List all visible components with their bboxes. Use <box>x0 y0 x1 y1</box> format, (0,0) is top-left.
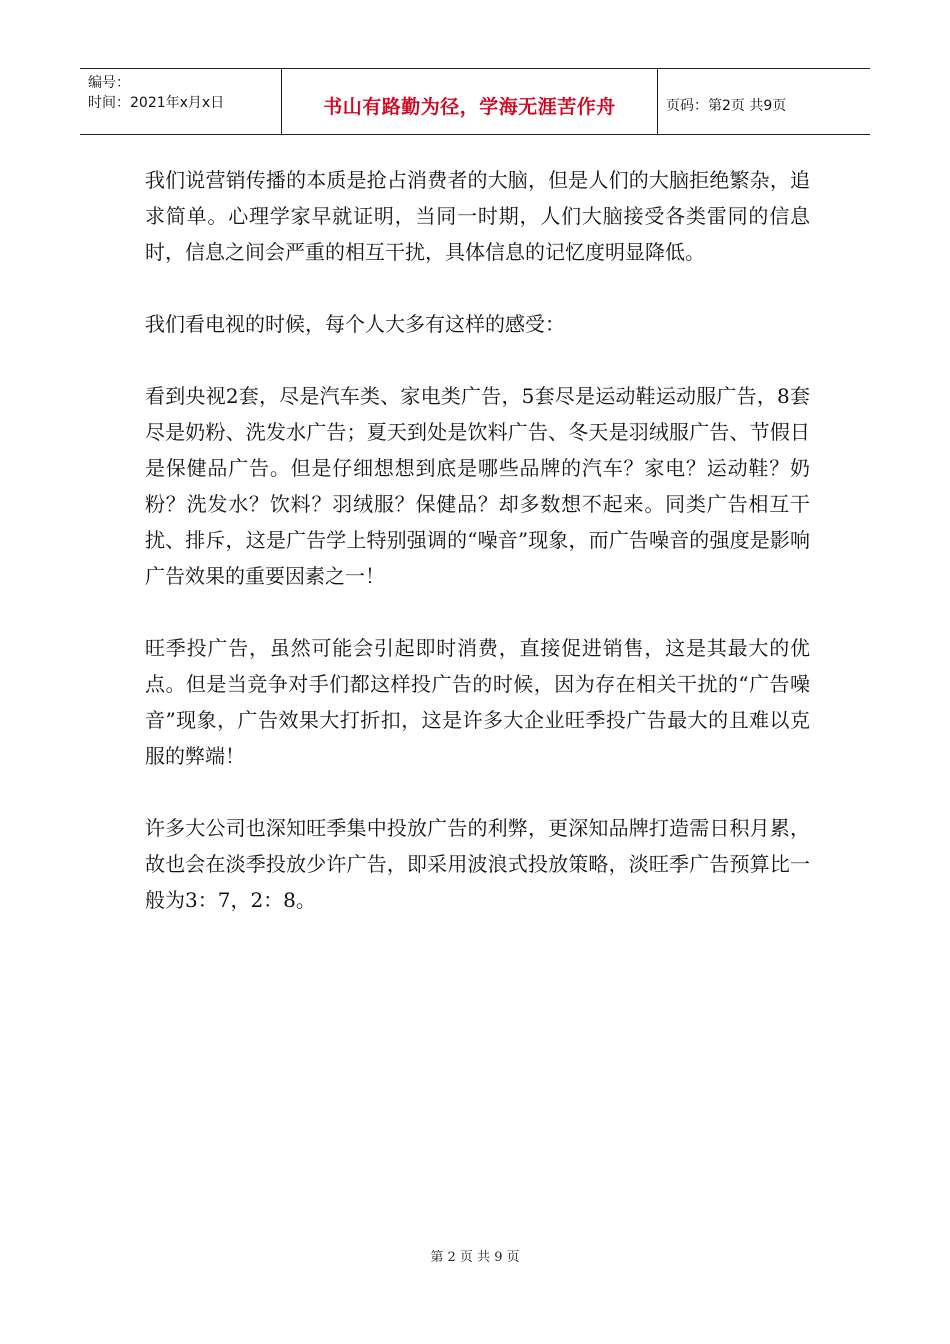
header-motto-cell <box>282 69 658 134</box>
document-body <box>145 162 810 954</box>
time-label: 时间：2021年x月x日 <box>88 95 225 111</box>
paragraph: 我们看电视的时候，每个人大多有这样的感受： <box>145 312 565 336</box>
doc-number-label: 编号： <box>88 75 130 91</box>
paragraph: 许多大公司也深知旺季集中投放广告的利弊，更深知品牌打造需日积月累，故也会在淡季投放少许广告，即采用波浪式投放策略，淡旺季广告预算比一般为3：7，2：8。 <box>145 816 810 912</box>
header-motto: 书山有路勤为径，学海无涯苦作舟 <box>323 96 616 118</box>
header-meta-cell <box>80 69 282 134</box>
page-footer: 第 2 页 共 9 页 <box>430 1250 520 1265</box>
paragraph: 旺季投广告，虽然可能会引起即时消费，直接促进销售，这是其最大的优点。但是当竞争对手们都这样投广告的时候，因为存在相关干扰的“广告噪音”现象，广告效果大打折扣，这是许多大企业旺季投广告最大的且难以克服的弊端！ <box>145 636 810 768</box>
header-page-cell <box>658 69 870 134</box>
paragraph: 我们说营销传播的本质是抢占消费者的大脑，但是人们的大脑拒绝繁杂，追求简单。心理学家早就证明，当同一时期，人们大脑接受各类雷同的信息时，信息之间会严重的相互干扰，具体信息的记忆度明显降低。 <box>145 168 810 264</box>
header-page-info: 页码：第2页 共9页 <box>666 98 787 114</box>
page-header <box>80 68 870 135</box>
paragraph: 看到央视2套，尽是汽车类、家电类广告，5套尽是运动鞋运动服广告，8套尽是奶粉、洗发水广告；夏天到处是饮料广告、冬天是羽绒服广告、节假日是保健品广告。但是仔细想想到底是哪些品牌的汽车？家电？运动鞋？奶粉？洗发水？饮料？羽绒服？保健品？却多数想不起来。同类广告相互干扰、排斥，这是广告学上特别强调的“噪音”现象，而广告噪音的强度是影响广告效果的重要因素之一！ <box>145 384 810 588</box>
